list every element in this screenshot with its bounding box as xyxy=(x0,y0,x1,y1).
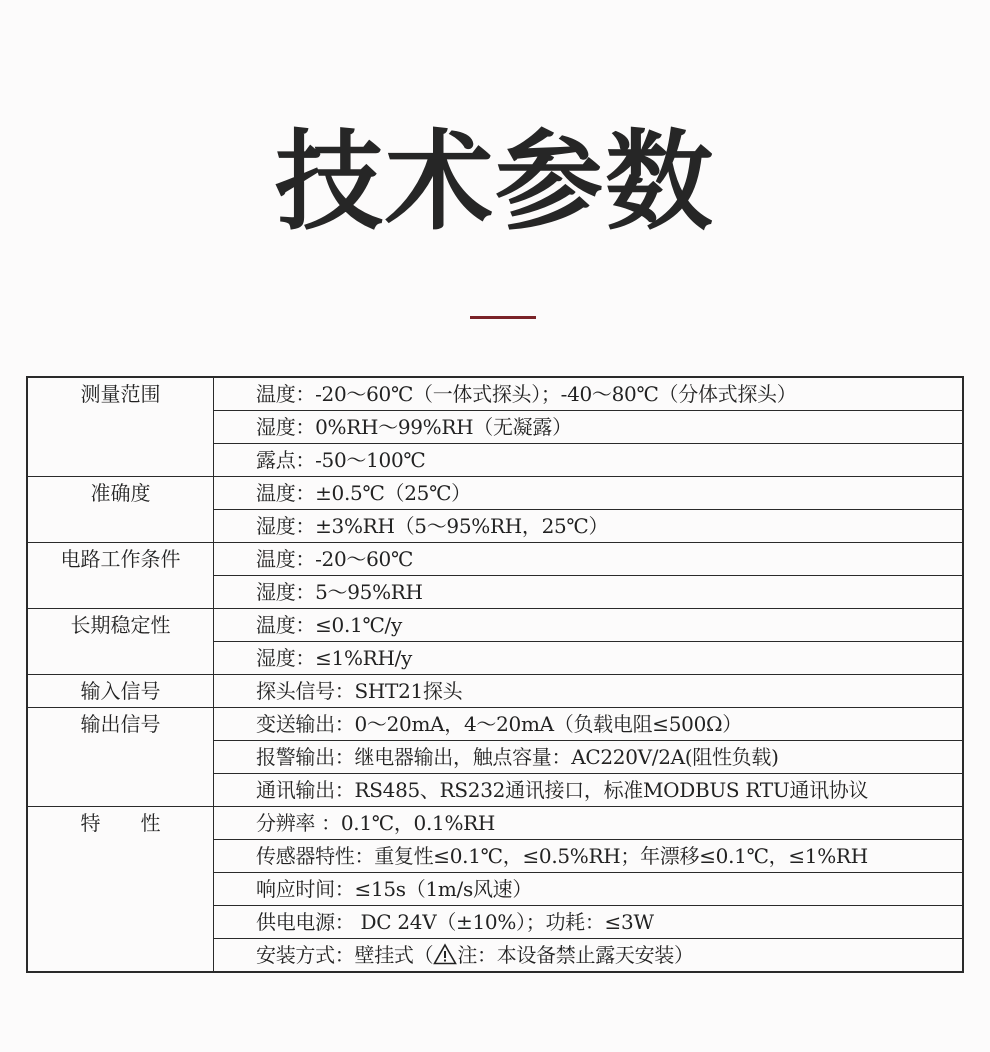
table-row xyxy=(27,543,963,576)
value-cell: 响应时间：≤15s（1m/s风速） xyxy=(214,873,964,906)
value-cell: 通讯输出：RS485、RS232通讯接口，标准MODBUS RTU通讯协议 xyxy=(214,774,964,807)
category-cell: 测量范围 xyxy=(27,377,214,477)
value-cell: 探头信号：SHT21探头 xyxy=(214,675,964,708)
value-cell: 传感器特性：重复性≤0.1℃，≤0.5%RH；年漂移≤0.1℃，≤1%RH xyxy=(214,840,964,873)
value-cell: 变送输出：0～20mA，4～20mA（负载电阻≤500Ω） xyxy=(214,708,964,741)
category-cell: 输出信号 xyxy=(27,708,214,807)
value-cell: 温度：±0.5℃（25℃） xyxy=(214,477,964,510)
install-prefix: 安装方式：壁挂式（ xyxy=(256,943,434,967)
value-cell: 温度：-20～60℃ xyxy=(214,543,964,576)
table-row xyxy=(27,609,963,642)
value-cell: 湿度：≤1%RH/y xyxy=(214,642,964,675)
table-row xyxy=(27,675,963,708)
value-cell: 分辨率 ：0.1℃，0.1%RH xyxy=(214,807,964,840)
value-cell: 湿度：±3%RH（5～95%RH，25℃） xyxy=(214,510,964,543)
value-cell: 供电电源： DC 24V（±10%）；功耗：≤3W xyxy=(214,906,964,939)
category-cell: 输入信号 xyxy=(27,675,214,708)
value-cell xyxy=(214,939,964,973)
category-cell: 电路工作条件 xyxy=(27,543,214,609)
install-suffix: 注：本设备禁止露天安装） xyxy=(457,943,694,967)
value-cell: 露点：-50～100℃ xyxy=(214,444,964,477)
warning-triangle-icon xyxy=(433,942,457,964)
value-cell: 温度：-20～60℃（一体式探头）；-40～80℃（分体式探头） xyxy=(214,377,964,411)
category-cell: 长期稳定性 xyxy=(27,609,214,675)
category-cell: 特 性 xyxy=(27,807,214,973)
value-cell: 湿度：0%RH～99%RH（无凝露） xyxy=(214,411,964,444)
table-row xyxy=(27,708,963,741)
table-row xyxy=(27,477,963,510)
page-title: 技术参数 xyxy=(274,120,715,245)
category-cell: 准确度 xyxy=(27,477,214,543)
spec-table xyxy=(26,376,964,973)
value-cell: 湿度：5～95%RH xyxy=(214,576,964,609)
table-row xyxy=(27,807,963,840)
value-cell: 温度：≤0.1℃/y xyxy=(214,609,964,642)
title-divider xyxy=(470,316,536,319)
value-cell: 报警输出：继电器输出，触点容量：AC220V/2A(阻性负载) xyxy=(214,741,964,774)
table-row xyxy=(27,377,963,411)
